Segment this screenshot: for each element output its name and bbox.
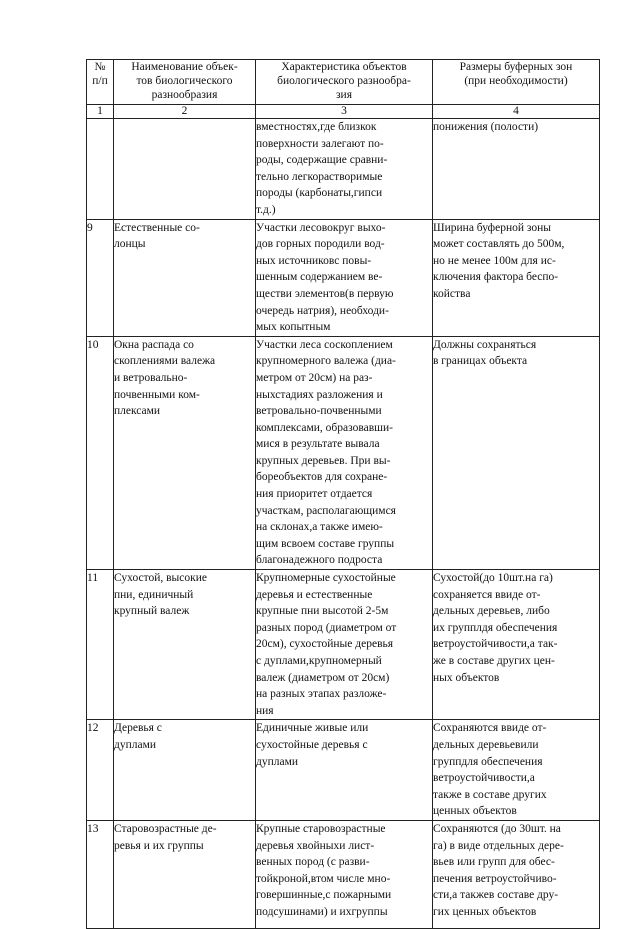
header-line: (при необходимости): [464, 75, 568, 87]
cell-line: сухостойные деревья с: [256, 738, 368, 751]
cell-line: в границах объекта: [433, 355, 528, 368]
column-number: 4: [433, 105, 600, 119]
cell-line: поверхности залегают по-: [256, 137, 384, 150]
cell-line: лонцы: [114, 238, 146, 251]
cell-line: скоплениями валежа: [114, 355, 216, 368]
header-line: тов биологического: [136, 75, 233, 87]
cell-line: очередь натрия), необходи-: [256, 304, 389, 317]
cell-line: ных объектов: [433, 671, 500, 684]
row-number-cell: 12: [87, 720, 114, 821]
cell-line: т.д.): [256, 203, 276, 216]
characteristic-cell: [256, 570, 433, 720]
cell-line: Окна распада со: [114, 338, 194, 351]
column-number: 3: [256, 105, 433, 119]
cell-line: участкам, располагающимся: [256, 504, 396, 517]
column-number: 1: [87, 105, 114, 119]
table-row: [87, 336, 600, 569]
object-name-cell: [114, 119, 256, 220]
table-row: [87, 219, 600, 336]
cell-line: тельно легкорастворимые: [256, 170, 383, 183]
cell-line: породы (карбонаты,гипси: [256, 187, 383, 200]
cell-line: плексами: [114, 405, 161, 418]
cell-line: Крупномерные сухостойные: [256, 572, 396, 585]
cell-line: крупные пни высотой 2-5м: [256, 605, 389, 618]
table-row: [87, 720, 600, 821]
characteristic-cell: [256, 119, 433, 220]
cell-line: ния приоритет отдается: [256, 488, 373, 501]
cell-line: и ветровально-: [114, 371, 188, 384]
cell-line: метром от 20см) на раз-: [256, 371, 373, 384]
cell-line: крупных деревьев. При вы-: [256, 454, 391, 467]
buffer-zone-cell: [433, 119, 600, 220]
cell-line: ния: [256, 704, 274, 717]
buffer-zone-cell: [433, 820, 600, 928]
header-cell-buffer: [433, 60, 600, 105]
object-name-cell: [114, 570, 256, 720]
cell-line: гих ценных объектов: [433, 905, 537, 918]
cell-line: ветровально-почвенными: [256, 405, 382, 418]
header-line: №: [94, 61, 106, 73]
cell-line: ныхстадиях разложения и: [256, 388, 383, 401]
cell-line: Участки леса соскоплением: [256, 338, 393, 351]
buffer-zone-cell: [433, 720, 600, 821]
cell-line: почвенными ком-: [114, 388, 200, 401]
cell-line: сохраняется ввиде от-: [433, 588, 541, 601]
cell-line: тойкроной,втом числе мно-: [256, 872, 391, 885]
header-cell-num: [87, 60, 114, 105]
cell-line: говершинные,с пожарными: [256, 889, 392, 902]
cell-line: их групплдя обеспечения: [433, 621, 558, 634]
cell-line: роды, содержащие сравни-: [256, 154, 388, 167]
header-line: разнообразия: [151, 89, 218, 101]
cell-line: ветроустойчивости,а: [433, 772, 535, 785]
cell-line: мися в результате вывала: [256, 438, 380, 451]
cell-line: Должны сохраняться: [433, 338, 537, 351]
header-line: биологического разнообра-: [277, 75, 411, 87]
column-number-row: [87, 105, 600, 119]
cell-line: группдля обеспечения: [433, 755, 543, 768]
cell-line: ключения фактора беспо-: [433, 271, 559, 284]
header-cell-characteristic: [256, 60, 433, 105]
cell-line: комплексами, образовавши-: [256, 421, 393, 434]
table-row: [87, 820, 600, 928]
cell-line: ветроустойчивости,а так-: [433, 638, 558, 651]
cell-line: с дуплами,крупномерный: [256, 655, 382, 667]
cell-line: мых копытным: [256, 321, 331, 334]
cell-line: печения ветроустойчиво-: [433, 872, 557, 885]
cell-line: крупный валеж: [114, 605, 190, 618]
cell-line: деревья хвойныхи лист-: [256, 839, 375, 852]
cell-line: щим всвоем составе группы: [256, 537, 395, 550]
table-row: [87, 119, 600, 220]
header-row: [87, 60, 600, 105]
cell-line: понижения (полости): [433, 121, 539, 133]
cell-line: может составлять до 500м,: [433, 238, 565, 251]
row-number-cell: 10: [87, 336, 114, 569]
cell-line: Сухостой(до 10шт.на га): [433, 572, 553, 585]
cell-line: пни, единичный: [114, 588, 194, 601]
cell-line: вьев или групп для обес-: [433, 856, 555, 869]
cell-line: дов горных породили вод-: [256, 238, 385, 251]
header-line: Наименование объек-: [131, 61, 238, 73]
object-name-cell: [114, 219, 256, 336]
header-line: п/п: [92, 75, 108, 87]
cell-line: на склонах,а также имею-: [256, 521, 383, 534]
cell-line: дельных деревьевили: [433, 738, 539, 751]
cell-line: но не менее 100м для ис-: [433, 254, 556, 267]
cell-line: дельных деревьев, либо: [433, 605, 550, 618]
row-number-cell: 9: [87, 219, 114, 336]
header-line: зия: [336, 89, 352, 101]
column-number: 2: [114, 105, 256, 119]
header-line: Характеристика объектов: [281, 61, 407, 73]
cell-line: вместностях,где близкок: [256, 121, 377, 133]
buffer-zone-cell: [433, 219, 600, 336]
cell-line: ществи элементов(в первую: [256, 287, 394, 300]
cell-line: деревья и естественные: [256, 588, 373, 601]
cell-line: Ширина буферной зоны: [433, 221, 552, 234]
cell-line: га) в виде отдельных дере-: [433, 839, 564, 852]
table-body: [87, 60, 600, 929]
cell-line: на разных этапах разложе-: [256, 688, 387, 701]
cell-line: Крупные старовозрастные: [256, 822, 386, 835]
object-name-cell: [114, 720, 256, 821]
cell-line: бореобъектов для сохране-: [256, 471, 388, 484]
cell-line: Деревья с: [114, 722, 162, 735]
characteristic-cell: [256, 336, 433, 569]
table-row: [87, 570, 600, 720]
cell-line: Естественные со-: [114, 221, 200, 234]
cell-line: 20см), сухостойные деревья: [256, 638, 394, 651]
cell-line: Старовозрастные де-: [114, 822, 217, 835]
cell-line: сти,а такжев составе дру-: [433, 889, 559, 902]
cell-line: венных пород (с разви-: [256, 856, 370, 869]
cell-line: ценных объектов: [433, 805, 517, 818]
characteristic-cell: [256, 219, 433, 336]
cell-line: Единичные живые или: [256, 722, 369, 735]
cell-line: разных пород (диаметром от: [256, 621, 397, 634]
cell-line: крупномерного валежа (диа-: [256, 355, 396, 368]
biodiversity-table: [86, 59, 600, 929]
cell-line: Сохраняются (до 30шт. на: [433, 822, 561, 835]
buffer-zone-cell: [433, 570, 600, 720]
cell-line: же в составе других цен-: [433, 655, 555, 667]
cell-line: благонадежного подроста: [256, 554, 383, 567]
header-line: Размеры буферных зон: [459, 61, 573, 73]
cell-line: ных источниковс повы-: [256, 254, 372, 267]
cell-line: также в составе других: [433, 788, 547, 801]
cell-line: дуплами: [256, 755, 299, 768]
object-name-cell: [114, 336, 256, 569]
cell-line: подсушинами) и ихгруппы: [256, 905, 388, 918]
cell-line: шенным содержанием ве-: [256, 271, 383, 284]
cell-line: дуплами: [114, 738, 157, 751]
object-name-cell: [114, 820, 256, 928]
row-number-cell: 13: [87, 820, 114, 928]
characteristic-cell: [256, 820, 433, 928]
row-number-cell: [87, 119, 114, 220]
header-cell-name: [114, 60, 256, 105]
cell-line: Участки лесовокруг выхо-: [256, 221, 386, 234]
characteristic-cell: [256, 720, 433, 821]
cell-line: Сохраняются ввиде от-: [433, 722, 547, 735]
buffer-zone-cell: [433, 336, 600, 569]
cell-line: Сухостой, высокие: [114, 572, 207, 585]
row-number-cell: 11: [87, 570, 114, 720]
cell-line: койства: [433, 287, 471, 300]
cell-line: ревья и их группы: [114, 839, 204, 852]
cell-line: валеж (диаметром от 20см): [256, 671, 390, 684]
